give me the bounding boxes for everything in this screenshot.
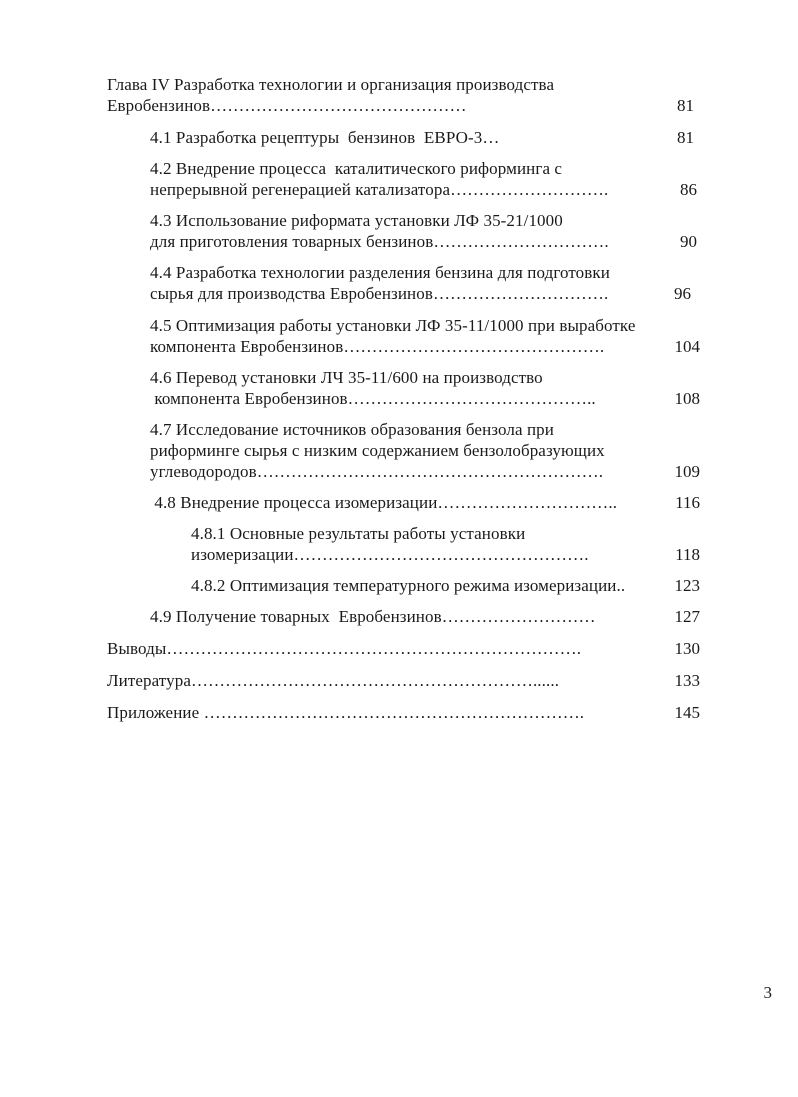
toc-section-4-6-title-line2: компонента Евробензинов……………………………………..: [150, 389, 596, 408]
toc-section-4-2-page: 86: [680, 180, 697, 199]
toc-section-4-6-page: 108: [674, 389, 700, 408]
toc-appendix-title: Приложение ………………………………………………………….: [107, 703, 585, 722]
toc-section-4-2-title-line1: 4.2 Внедрение процесса каталитического риформинга с: [150, 159, 563, 178]
toc-section-4-6-title-line1: 4.6 Перевод установки ЛЧ 35-11/600 на производство: [150, 368, 543, 387]
toc-section-4-4-title-line1: 4.4 Разработка технологии разделения бензина для подготовки: [150, 263, 610, 282]
toc-section-4-7-title-line3: углеводородов…………………………………………………….: [150, 462, 604, 481]
toc-section-4-4-title-line2: сырья для производства Евробензинов………………………….: [150, 284, 609, 303]
toc-section-4-3-page: 90: [680, 232, 697, 251]
toc-section-4-3-title-line1: 4.3 Использование риформата установки ЛФ 35-21/1000: [150, 211, 563, 230]
toc-conclusions-page: 130: [674, 639, 700, 658]
toc-section-4-4-page: 96: [674, 284, 691, 303]
toc-literature-title: Литература……………………………………………………......: [107, 671, 560, 690]
toc-chapter4-title-line2: Евробензинов………………………………………: [107, 96, 467, 115]
toc-section-4-1-title: 4.1 Разработка рецептуры бензинов ЕВРО-3…: [150, 128, 500, 147]
toc-conclusions-title: Выводы……………………………………………………………….: [107, 639, 582, 658]
toc-chapter4-page: 81: [677, 96, 694, 115]
toc-chapter4-title-line1: Глава IV Разработка технологии и организация производства: [107, 75, 555, 94]
toc-section-4-9-page: 127: [674, 607, 700, 626]
toc-section-4-5-page: 104: [674, 337, 700, 356]
toc-section-4-8-1-title-line2: изомеризации…………………………………………….: [191, 545, 589, 564]
toc-literature-page: 133: [674, 671, 700, 690]
toc-section-4-8-title: 4.8 Внедрение процесса изомеризации…………………………..: [150, 493, 618, 512]
toc-section-4-8-2-page: 123: [674, 576, 700, 595]
toc-section-4-3-title-line2: для приготовления товарных бензинов………………………….: [150, 232, 609, 251]
page-number: 3: [763, 983, 772, 1002]
toc-appendix-page: 145: [674, 703, 700, 722]
toc-section-4-7-page: 109: [674, 462, 700, 481]
toc-section-4-5-title-line2: компонента Евробензинов……………………………………….: [150, 337, 605, 356]
toc-section-4-8-1-title-line1: 4.8.1 Основные результаты работы установки: [191, 524, 526, 543]
toc-section-4-5-title-line1: 4.5 Оптимизация работы установки ЛФ 35-11/1000 при выработке: [150, 316, 636, 335]
toc-section-4-8-2-title: 4.8.2 Оптимизация температурного режима изомеризации..: [191, 576, 626, 595]
toc-section-4-7-title-line1: 4.7 Исследование источников образования бензола при: [150, 420, 554, 439]
toc-section-4-7-title-line2: риформинге сырья с низким содержанием бензолобразующих: [150, 441, 605, 460]
toc-section-4-1-page: 81: [677, 128, 694, 147]
toc-section-4-2-title-line2: непрерывной регенерацией катализатора……………………….: [150, 180, 609, 199]
toc-section-4-8-page: 116: [675, 493, 700, 512]
toc-section-4-9-title: 4.9 Получение товарных Евробензинов………………………: [150, 607, 596, 626]
toc-section-4-8-1-page: 118: [675, 545, 700, 564]
